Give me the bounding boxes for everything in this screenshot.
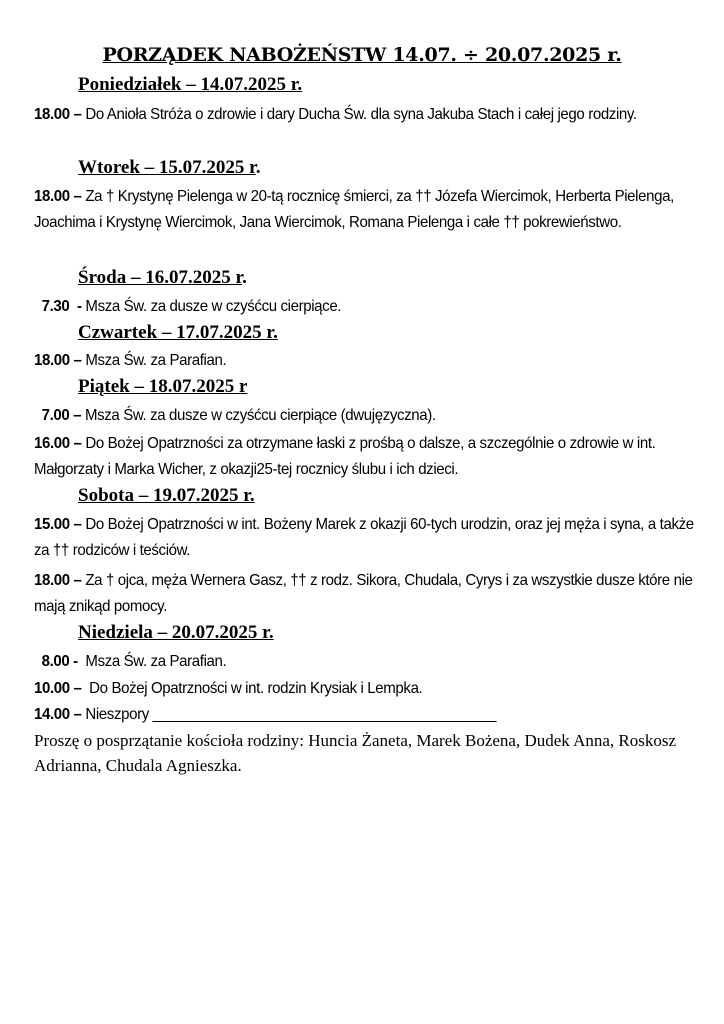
entry-wednesday-0730: 7.30 - Msza Św. za dusze w czyśćcu cierpiące. — [34, 298, 342, 315]
entry-thursday-1800: 18.00 – Msza Św. za Parafian. — [34, 352, 227, 369]
entry-friday-1600: 16.00 – Do Bożej Opatrzności za otrzymane łaski z prośbą o dalsze, a szczególnie o zdrowie w int. Małgorzaty i Marka Wicher, z okazji25-tej rocznicy ślubu i ich dzieci. — [34, 435, 660, 478]
entry-sunday-1000: 10.00 – Do Bożej Opatrzności w int. rodzin Krysiak i Lempka. — [34, 680, 423, 697]
day-heading-sunday: Niedziela – 20.07.2025 r. — [78, 622, 274, 643]
day-heading-wednesday: Środa – 16.07.2025 r. — [78, 267, 247, 288]
cleaning-notice: Proszę o posprzątanie kościoła rodziny: Huncia Żaneta, Marek Bożena, Dudek Anna, Roskosz Adrianna, Chudala Agnieszka. — [34, 731, 677, 775]
entry-saturday-1500: 15.00 – Do Bożej Opatrzności w int. Bożeny Marek z okazji 60-tych urodzin, oraz jej męża i syna, a także za †† rodziców i teściów. — [34, 516, 698, 559]
entry-friday-0700: 7.00 – Msza Św. za dusze w czyśćcu cierpiące (dwujęzyczna). — [34, 407, 436, 424]
page-title: PORZĄDEK NABOŻEŃSTW 14.07. ÷ 20.07.2025 r. — [102, 44, 622, 66]
entry-saturday-1800: 18.00 – Za † ojca, męża Wernera Gasz, †† z rodz. Sikora, Chudala, Cyrys i za wszystkie dusze które nie mają znikąd pomocy. — [34, 572, 697, 615]
day-heading-friday: Piątek – 18.07.2025 r — [78, 376, 248, 397]
entry-monday-1800: 18.00 – Do Anioła Stróża o zdrowie i dary Ducha Św. dla syna Jakuba Stach i całej jego rodziny. — [34, 106, 637, 123]
day-heading-saturday: Sobota – 19.07.2025 r. — [78, 485, 255, 506]
entry-sunday-1400: 14.00 – Nieszpory ___________________________________________ — [34, 706, 497, 723]
day-heading-thursday: Czwartek – 17.07.2025 r. — [78, 322, 278, 343]
entry-tuesday-1800: 18.00 – Za † Krystynę Pielenga w 20-tą rocznicę śmierci, za †† Józefa Wiercimok, Herberta Pielenga, Joachima i Krystynę Wiercimok, Jana Wiercimok, Romana Pielenga i całe †† pokrewieństwo. — [34, 188, 678, 231]
entry-sunday-0800: 8.00 - Msza Św. za Parafian. — [34, 653, 227, 670]
day-heading-monday: Poniedziałek – 14.07.2025 r. — [78, 74, 303, 95]
day-heading-tuesday: Wtorek – 15.07.2025 r. — [78, 157, 261, 178]
